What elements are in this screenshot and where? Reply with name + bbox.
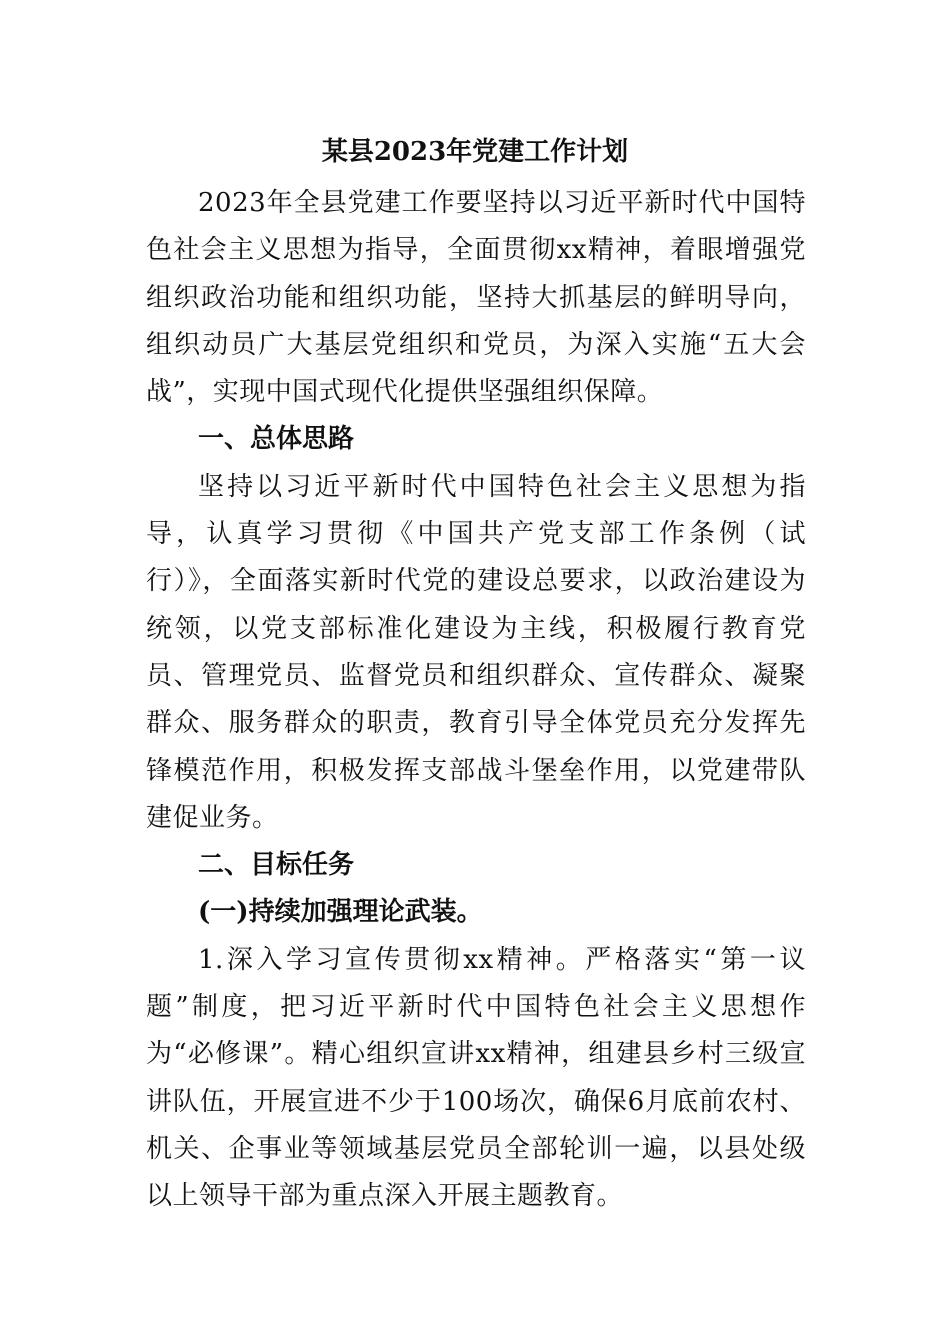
subsection-heading-theory: (一)持续加强理论武装。 xyxy=(198,897,483,928)
section-heading-goals-tasks: 二、目标任务 xyxy=(198,850,355,881)
document-body xyxy=(146,180,806,1221)
document-title: 某县2023年党建工作计划 xyxy=(321,137,629,167)
section-paragraph-overall-approach: 坚持以习近平新时代中国特色社会主义思想为指导，认真学习贯彻《中国共产党支部工作条例（试行）》，全面落实新时代党的建设总要求，以政治建设为统领，以党支部标准化建设为主线，积极履行教育党员、管理党员、监督党员和组织群众、宣传群众、凝聚群众、服务群众的职责，教育引导全体党员充分发挥先锋模范作用，积极发挥支部战斗堡垒作用，以党建带队建促业务。 xyxy=(146,471,806,833)
list-item-paragraph: 1.深入学习宣传贯彻xx精神。严格落实“第一议题”制度，把习近平新时代中国特色社会主义思想作为“必修课”。精心组织宣讲xx精神，组建县乡村三级宣讲队伍，开展宣进不少于100场次，确保6月底前农村、机关、企事业等领域基层党员全部轮训一遍，以县处级以上领导干部为重点深入开展主题教育。 xyxy=(146,944,806,1212)
intro-paragraph: 2023年全县党建工作要坚持以习近平新时代中国特色社会主义思想为指导，全面贯彻xx精神，着眼增强党组织政治功能和组织功能，坚持大抓基层的鲜明导向，组织动员广大基层党组织和党员，为深入实施“五大会战”，实现中国式现代化提供坚强组织保障。 xyxy=(146,188,806,408)
section-heading-overall-approach: 一、总体思路 xyxy=(198,424,355,455)
